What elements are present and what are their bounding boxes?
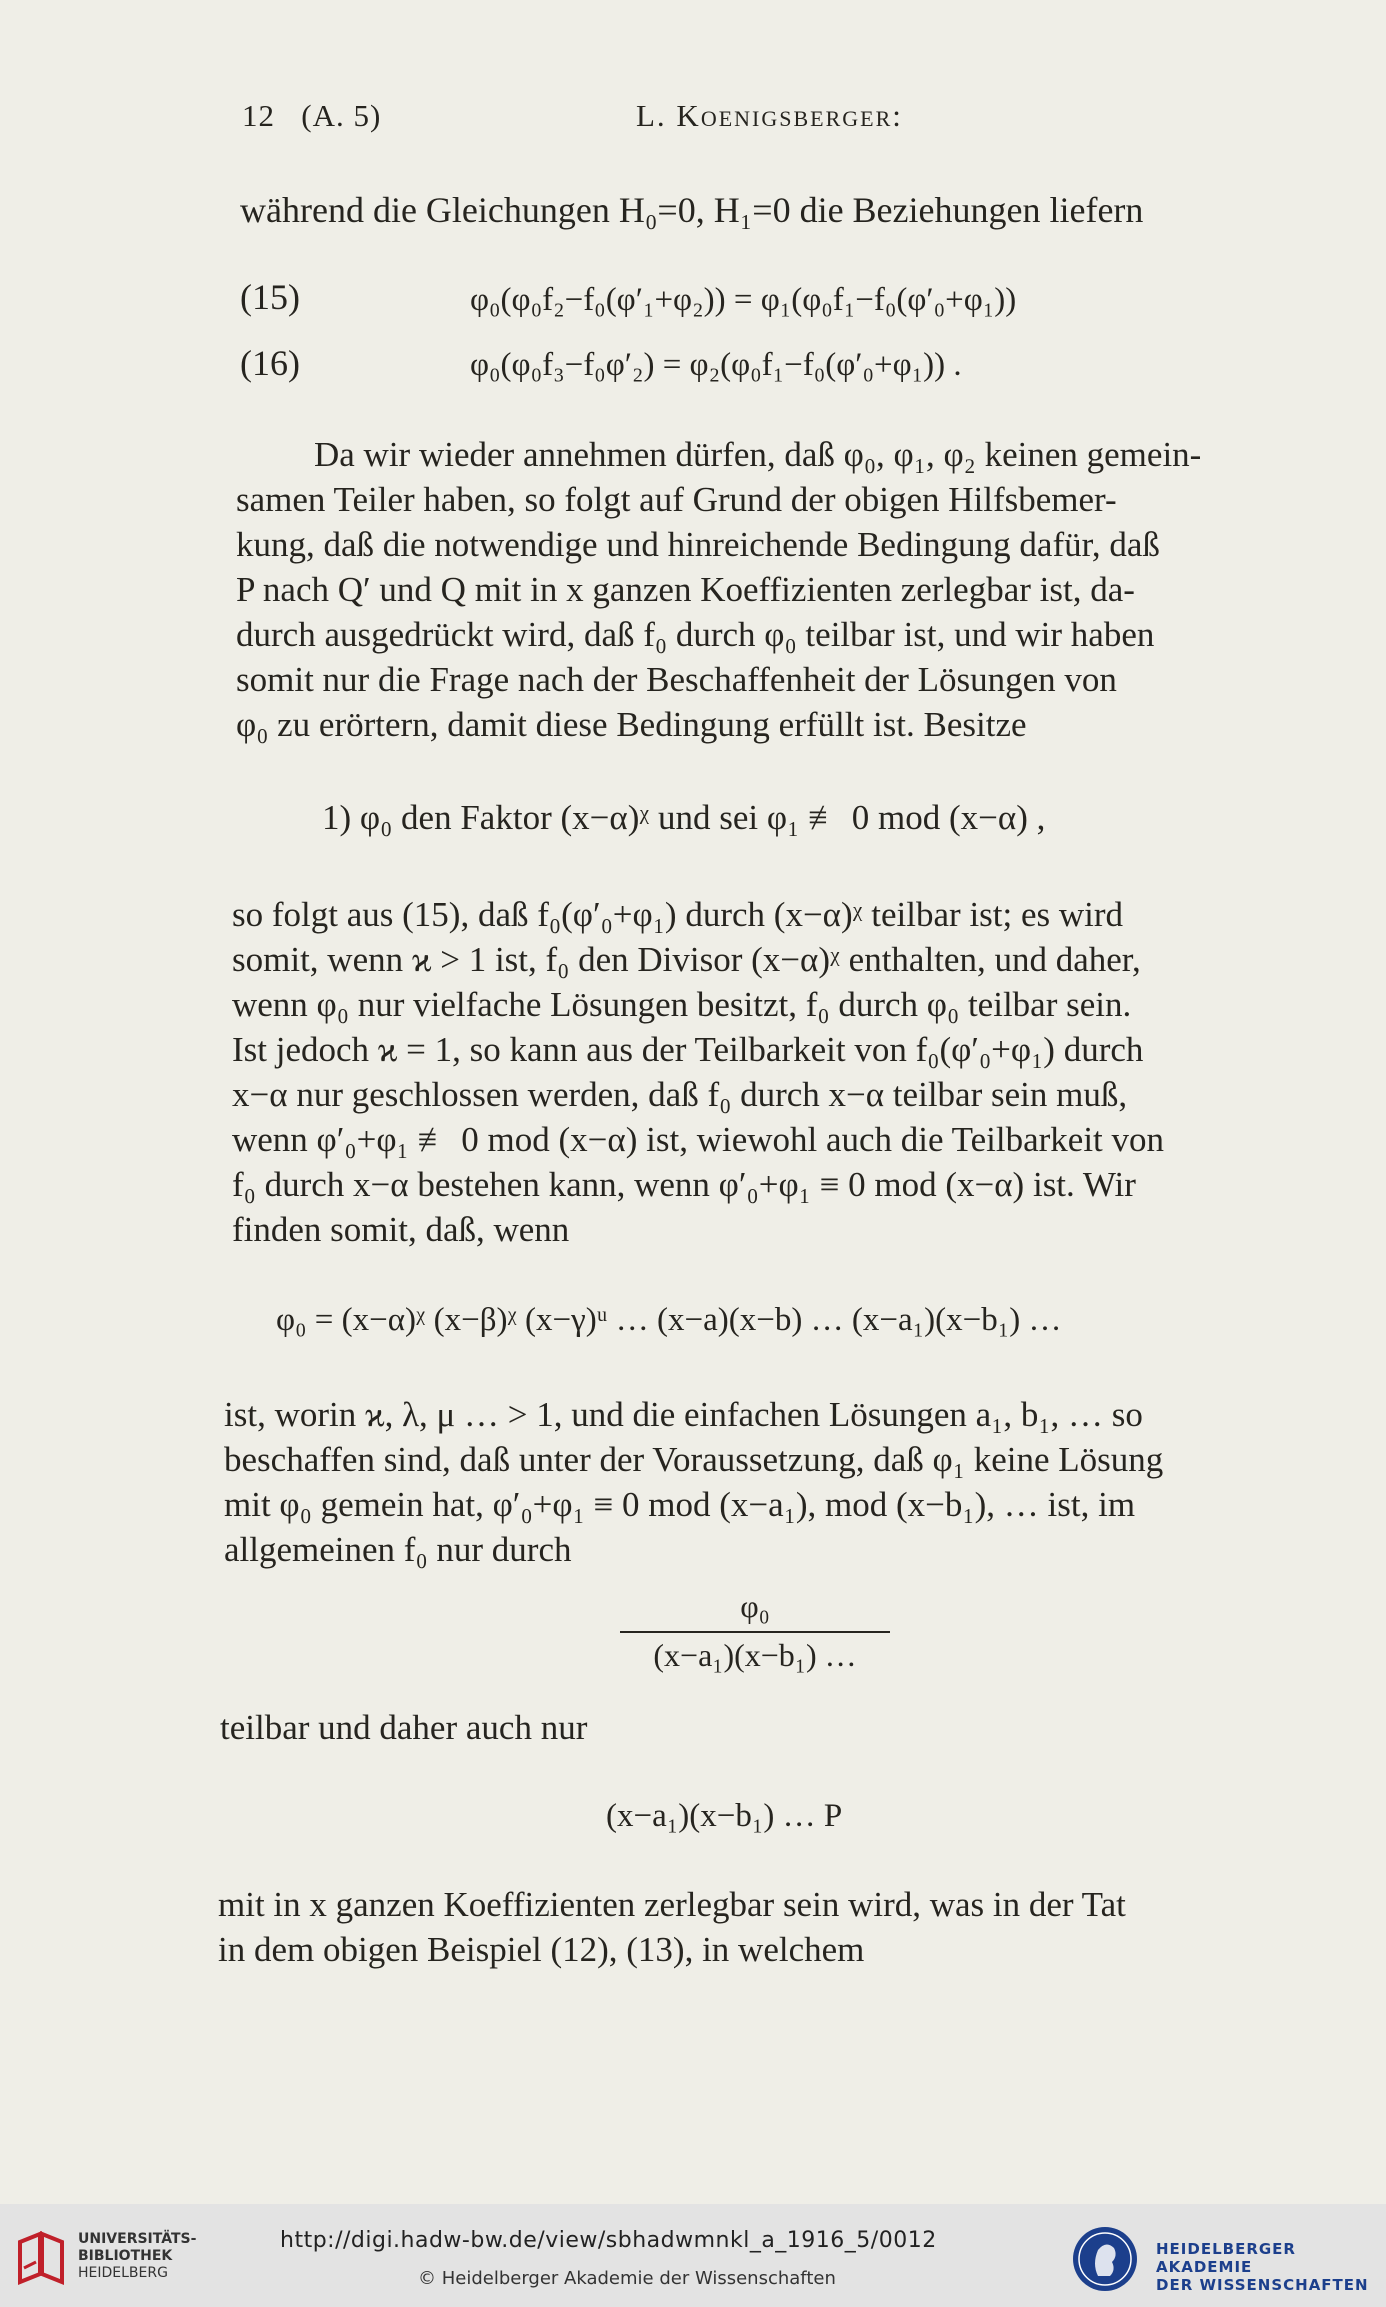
paragraph-1-line: kung, daß die notwendige und hinreichende Bedingung dafür, daß [236, 525, 1160, 564]
equation-number-16: (16) [240, 343, 300, 383]
paragraph-1-line: somit nur die Frage nach der Beschaffenheit der Lösungen von [236, 660, 1117, 699]
equation-number-15: (15) [240, 277, 300, 317]
equation-15: φ₀(φ₀f₂−f₀(φ′₁+φ₂)) = φ₁(φ₀f₁−f₀(φ′₀+φ₁)) [470, 282, 1017, 318]
paragraph-3 [224, 1392, 1300, 1572]
case-1: 1) φ₀ den Faktor (x−α)ᵡ und sei φ₁ ≢ 0 mod (x−α) , [322, 798, 1046, 837]
centered-expression: (x−a₁)(x−b₁) … P [606, 1798, 843, 1834]
paragraph-3-line: mit φ₀ gemein hat, φ′₀+φ₁ ≡ 0 mod (x−a₁), mod (x−b₁), … ist, im [224, 1485, 1136, 1524]
academy-seal-icon [1070, 2224, 1140, 2294]
permalink-url[interactable]: http://digi.hadw-bw.de/view/sbhadwmnkl_a_1916_5/0012 [280, 2228, 937, 2253]
library-city-line: HEIDELBERG [78, 2265, 168, 2281]
running-author: L. Koenigsberger: [636, 98, 903, 133]
paragraph-4-line: in dem obigen Beispiel (12), (13), in welchem [218, 1930, 865, 1969]
university-library-name [78, 2231, 196, 2282]
page-number: 12 [242, 98, 275, 133]
intro-line: während die Gleichungen H₀=0, H₁=0 die Beziehungen liefern [240, 190, 1144, 230]
paragraph-1-line: φ₀ zu erörtern, damit diese Bedingung erfüllt ist. Besitze [236, 705, 1027, 744]
paragraph-4 [218, 1882, 1286, 1972]
paragraph-2-line: finden somit, daß, wenn [232, 1210, 570, 1249]
fraction-numerator: φ₀ [620, 1588, 890, 1633]
paragraph-2 [232, 892, 1302, 1252]
line-after-fraction: teilbar und daher auch nur [220, 1708, 588, 1747]
library-name-line: BIBLIOTHEK [78, 2248, 173, 2264]
paragraph-2-line: Ist jedoch ϰ = 1, so kann aus der Teilbarkeit von f₀(φ′₀+φ₁) durch [232, 1030, 1144, 1069]
paragraph-1-line: durch ausgedrückt wird, daß f₀ durch φ₀ teilbar ist, und wir haben [236, 615, 1155, 654]
section-marker: (A. 5) [301, 98, 382, 133]
paragraph-1-line: P nach Q′ und Q mit in x ganzen Koeffizienten zerlegbar ist, da- [236, 570, 1135, 609]
product-formula: φ₀ = (x−α)ᵡ (x−β)ᵡ (x−γ)ᵘ … (x−a)(x−b) … (x−a₁)(x−b₁) … [276, 1302, 1062, 1338]
paragraph-3-line: allgemeinen f₀ nur durch [224, 1530, 572, 1569]
paragraph-2-line: wenn φ₀ nur vielfache Lösungen besitzt, f₀ durch φ₀ teilbar sein. [232, 985, 1132, 1024]
paragraph-4-line: mit in x ganzen Koeffizienten zerlegbar sein wird, was in der Tat [218, 1885, 1126, 1924]
academy-name-line: HEIDELBERGER AKADEMIE [1156, 2240, 1296, 2276]
paragraph-1 [236, 432, 1304, 747]
paragraph-2-line: so folgt aus (15), daß f₀(φ′₀+φ₁) durch (x−α)ᵡ teilbar ist; es wird [232, 895, 1124, 934]
fraction [620, 1588, 890, 1674]
paragraph-3-line: beschaffen sind, daß unter der Voraussetzung, daß φ₁ keine Lösung [224, 1440, 1164, 1479]
paragraph-2-line: wenn φ′₀+φ₁ ≢ 0 mod (x−α) ist, wiewohl auch die Teilbarkeit von [232, 1120, 1165, 1159]
paragraph-1-line: Da wir wieder annehmen dürfen, daß φ₀, φ₁, φ₂ keinen gemein- [314, 435, 1202, 474]
copyright-notice: © Heidelberger Akademie der Wissenschaften [418, 2268, 836, 2289]
library-name-line: UNIVERSITÄTS- [78, 2231, 197, 2247]
viewer-footer [0, 2204, 1386, 2307]
academy-name-line: DER WISSENSCHAFTEN [1156, 2276, 1369, 2294]
equation-16: φ₀(φ₀f₃−f₀φ′₂) = φ₂(φ₀f₁−f₀(φ′₀+φ₁)) . [470, 347, 962, 383]
paragraph-2-line: somit, wenn ϰ > 1 ist, f₀ den Divisor (x−α)ᵡ enthalten, und daher, [232, 940, 1141, 979]
paragraph-2-line: x−α nur geschlossen werden, daß f₀ durch x−α teilbar sein muß, [232, 1075, 1128, 1114]
academy-name [1156, 2240, 1386, 2294]
paragraph-3-line: ist, worin ϰ, λ, μ … > 1, und die einfachen Lösungen a₁, b₁, … so [224, 1395, 1143, 1434]
paragraph-1-line: samen Teiler haben, so folgt auf Grund der obigen Hilfsbemer- [236, 480, 1117, 519]
university-library-logo-icon [14, 2228, 68, 2288]
fraction-denominator: (x−a₁)(x−b₁) … [653, 1637, 857, 1673]
paragraph-2-line: f₀ durch x−α bestehen kann, wenn φ′₀+φ₁ ≡ 0 mod (x−α) ist. Wir [232, 1165, 1136, 1204]
page-number-header [242, 98, 381, 134]
